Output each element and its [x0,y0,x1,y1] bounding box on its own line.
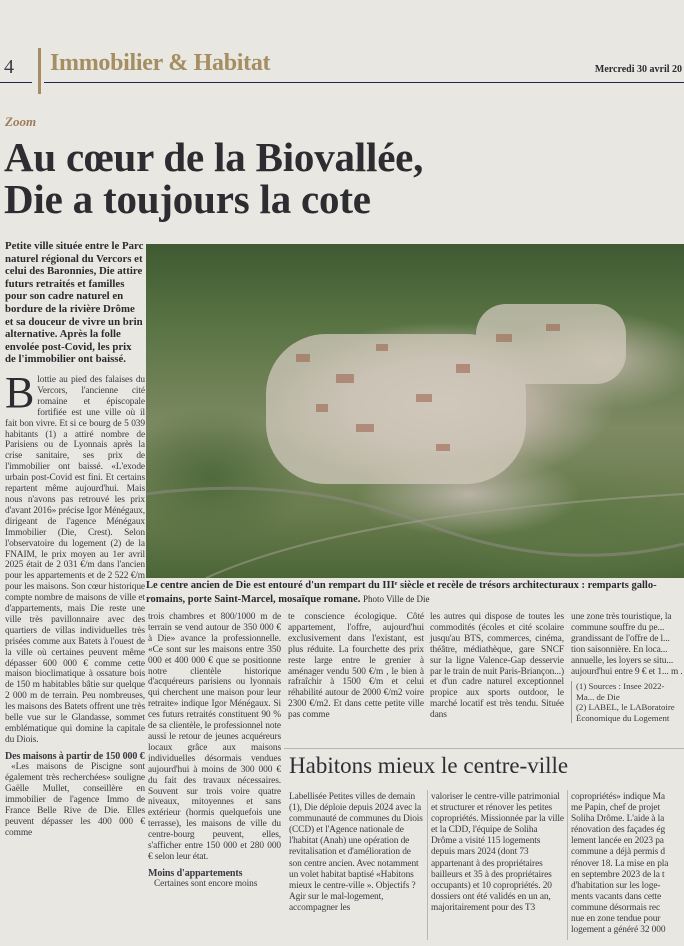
line: ments vacants dans cette [571,891,662,902]
headline-line: Die a toujours la cote [4,176,371,222]
box-column-1 [289,792,423,914]
line: d'habitation sur les loge- [571,880,661,891]
caption-text: Le centre ancien de Die est entouré d'un rempart du IIIᵉ siècle et recèle de trésors architecturaux : remparts gallo-romains, porte Saint-Marcel, mosaïque romane. [146,580,657,605]
article-column-5 [571,612,683,677]
line: commune désormais rec [571,902,661,913]
line: lement lancée en 2023 pa [571,836,664,847]
drop-cap: B [5,368,35,417]
article-column-3 [288,612,424,721]
photo-illustration [146,244,684,578]
box-column-3 [571,792,683,936]
footnotes [571,681,683,723]
subheading: Des maisons à partir de 150 000 € [5,750,145,762]
article-lede: Petite ville située entre le Parc naturel régional du Vercors et celui des Baronnies, Die attire futurs retraités et familles pour son cadre naturel en bordure de la rivière Drôme et sa douceur de vivre un brin alternative. Après la folle envolée post-Covid, les prix de l'immobilier ont baissé. [5,240,144,366]
paragraph: trois chambres et 800/1000 m de terrain se vend autour de 350 000 € à Die» avance la professionnelle. «Ce sont sur les maisons entre 350 000 et 400 000 € que se positionne notre clientèle historique d'acquéreurs parisiens ou lyonnais qui cherchent une maison pour leur retraite» indique Igor Ménégaux. Si ces futurs retraités constituent 90 % de sa clientèle, le professionnel note aussi le retour de jeunes acquéreurs locaux grâce aux maisons individuelles désormais vendues aujourd'hui à moins de 300 000 € du fait des travaux nécessaires. Souvent sur trois voire quatre niveaux, mitoyennes et sans extérieur (hormis quelquefois une terrasse), les maisons de ville du centre-bourg peuvent, elles, s'afficher entre 150 000 et 280 000 € selon leur état. [148,612,281,862]
headline-line: Au cœur de la Biovallée, [4,134,424,180]
paragraph: une zone très touristique, la commune souffre du pe... grandissant de l'offre de l... tion saisonnière. En loca... annuelle, les loyers se situ... aujourd'hui entre 9 € et 1... m . [571,612,683,677]
subheading: Moins d'appartements [148,867,243,879]
section-title: Immobilier & Habitat [50,50,271,76]
box-column-2 [431,792,565,914]
article-column-1 [5,368,145,839]
paragraph: valoriser le centre-ville patrimonial et structurer et rénover les petites copropriétés. Missionnée par la ville et la CDD, l'équipe de Soliha Drôme a visité 115 logements depuis mars 2024 (dont 73 appartenant à des propriétaires bailleurs et 35 à des propriétaires occupants) et 10 copropriétés. 20 dossiers ont été validés en un an, majoritairement pour des T3 [431,792,564,913]
column-divider [567,790,568,940]
aerial-photo-of-die [146,244,684,578]
paragraph: Certaines sont encore moins [154,879,258,890]
line: nue en zone tendue pour [571,914,661,925]
line: en septembre 2023 de la t [571,869,665,880]
box-title: Habitons mieux le centre-ville [289,753,569,778]
line: Soliha Drôme. L'aide à la [571,814,665,825]
paragraph: les autres qui dispose de toutes les commodités (écoles et cité scolaire jusqu'au BTS, commerces, cinéma, théâtre, médiathèque, gare SNCF sur la ligne Valence-Gap desservie par le train de nuit Paris-Briançon...) et d'un cadre naturel exceptionnel propice aux sports outdoor, le marché locatif est très tendu. Située dans [430,612,564,721]
line: logement a généré 32 000 [571,925,666,936]
box-top-rule [284,748,684,749]
footnote: (1) Sources : Insee 2022- Ma... de Die [576,681,665,702]
header-rule [0,82,32,83]
line: commune a déjà permis d [571,847,666,858]
article-headline [4,136,423,220]
line: rénovation des façades ég [571,825,666,836]
paragraph: Labellisée Petites villes de demain (1), Die déploie depuis 2024 avec la communauté de communes du Diois (CCD) et l'Agence nationale de l'habitat (Anah) une opération de revitalisation et d'amélioration de son centre ancien. Avec notamment un volet habitat baptisé «Habitons mieux le centre-ville ». Objectifs ? Agir sur le mal-logement, accompagner les [289,792,423,913]
article-column-5-wrapper [571,612,683,723]
line: rénover 18. La mise en pla [571,858,669,869]
article-kicker: Zoom [5,114,37,129]
header-rule [44,82,684,83]
line: copropriétés» indique Ma [571,792,665,802]
section-divider-bar [38,48,41,94]
page-number: 4 [4,56,14,78]
column-divider [427,790,428,940]
photo-caption [146,580,682,606]
paragraph: lottie au pied des falaises du Vercors, l'ancienne cité romaine et épiscopale fortifiée est une ville où il fait bon vivre. Et si ce bourg de 5 039 habitants (1) a attiré nombre de Parisiens ou de Lyonnais après la crise sanitaire, ses prix de l'immobilier ont baissé. «L'exode urbain post-Covid est fini. Et certains repartent même aujourd'hui. Mais nous n'avons pas retrouvé les prix d'avant 2016» précise Igor Ménégaux, dirigeant de l'agence Ménégaux Immobilier (Die, Crest). Selon l'observatoire du logement (2) de la FNAIM, le prix moyen au 1er avril 2025 était de 2 031 €/m dans l'ancien pour les appartements et de 2 522 €/m pour les maisons. Son cœur historique compte nombre de maisons de ville et d'appartements, mais Die reste une ville très pavillonnaire avec des quartiers de villas individuelles très prisées comme aux Batets à l'ouest de la ville où certaines peuvent même dépasser 600 000 € comme cette maison bioclimatique à ossature bois de 150 m habitables bâtie sur quelque 2 000 m de terrain. Peu nombreuses, les maisons des Batets offrent une très belle vue sur le Glandasse, sommet emblématique qui domine la capitale du Diois. [5,375,145,745]
footnote: (2) LABEL, le LABoratoire Économique du Logement [576,702,675,723]
line: me Papin, chef de projet [571,803,660,814]
photo-credit: Photo Ville de Die [362,593,430,604]
paragraph: te conscience écologique. Côté appartement, l'offre, aujourd'hui exclusivement dans l'existant, est plus réduite. La fourchette des prix reste large entre le grenier à aménager vendu 500 €/m , le bien à rafraîchir à 1500 €/m et celui réhabilité autour de 2000 €/m2 voire 2300 €/m2. Et dans cette petite ville pas comme [288,612,424,721]
article-column-4 [430,612,564,721]
issue-date: Mercredi 30 avril 20 [594,64,682,75]
paragraph: «Les maisons de Piscigne sont également très recherchées» souligne Gaëlle Mullet, conseillère en immobilier de l'agence Immo de France Belle Rive de Die. Elles peuvent dépasser les 400 000 € comme [5,762,145,838]
article-column-2 [148,612,281,890]
